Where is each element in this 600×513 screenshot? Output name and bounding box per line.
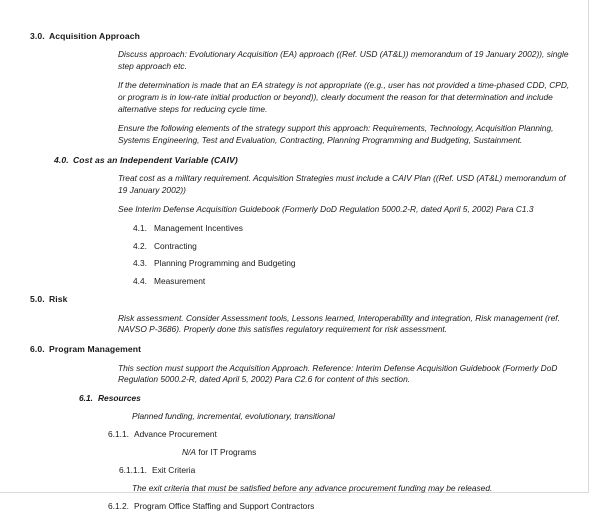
list-item: [133, 223, 574, 235]
list-item: [119, 465, 574, 477]
subsection-title: Resources: [98, 393, 141, 404]
item-label: Management Incentives: [154, 222, 243, 233]
item-label: Program Office Staffing and Support Contractors: [134, 500, 315, 511]
section-title-4: Cost as an Independent Variable (CAIV): [73, 154, 238, 165]
section-heading-4: [54, 154, 574, 166]
subsection-heading-6-1: [79, 393, 574, 405]
section-4-paragraph-2: See Interim Defense Acquisition Guidebook (Formerly DoD Regulation 5000.2-R, dated April 5, 2002) Para C1.3: [118, 203, 534, 214]
item-label: Exit Criteria: [152, 465, 196, 476]
item-number: 6.1.1.1.: [119, 465, 147, 476]
document-body: [22, 30, 574, 513]
section-5-paragraph-1: Risk assessment. Consider Assessment tools, Lessons learned, Interoperability and integration, Risk management (ref. NAVSO P-3686). Properly done this satisfies regulatory requirement for risk assessment.: [118, 312, 560, 335]
section-title-5: Risk: [49, 294, 68, 305]
note-plain-part: for IT Programs: [195, 447, 257, 458]
item-number: 6.1.2.: [108, 500, 129, 511]
subsection-6-1-paragraph: Planned funding, incremental, evolutionary, transitional: [132, 411, 335, 422]
list-item: [133, 276, 574, 288]
section-heading-5: [30, 293, 574, 305]
section-4-paragraph-1: Treat cost as a military requirement. Acquisition Strategies must include a CAIV Plan ((Ref. USD (AT&L) memorandum of 19 January 2002)): [118, 172, 566, 195]
section-3-paragraph-3: Ensure the following elements of the strategy support this approach: Requirements, Technology, Acquisition Planning, Systems Engineering, Test and Evaluation, Contracting, Planning Programming and Budgeting, Sustainment.: [118, 122, 554, 145]
item-label: Contracting: [154, 240, 197, 251]
section-heading-6: [30, 343, 574, 355]
section-number-4: 4.0.: [54, 154, 69, 165]
list-item: [108, 429, 574, 441]
advance-procurement-note: [182, 447, 574, 459]
note-italic-part: N/A: [182, 447, 196, 458]
section-6-paragraph-1: This section must support the Acquisition Approach. Reference: Interim Defense Acquisition Guidebook (Formerly DoD Regulation 5000.2-R, dated April 5, 2002) Para C2.6 for content of this section.: [118, 362, 558, 385]
list-item: [108, 501, 574, 513]
subsection-number: 6.1.: [79, 393, 93, 404]
item-number: 4.2.: [133, 240, 147, 251]
section-title-3: Acquisition Approach: [49, 31, 140, 41]
item-label: Measurement: [154, 276, 206, 287]
item-number: 4.1.: [133, 222, 147, 233]
item-number: 6.1.1.: [108, 429, 129, 440]
list-item: [133, 241, 574, 253]
section-number-3: 3.0.: [30, 31, 45, 41]
item-label: Advance Procurement: [134, 429, 217, 440]
item-number: 4.3.: [133, 258, 147, 269]
section-number-6: 6.0.: [30, 344, 45, 355]
section-3-paragraph-2: If the determination is made that an EA strategy is not appropriate ((e.g., user has not provided a time-phased CDD, CPD, or program is in low-rate initial production or beyond)), clearly document the reason for that determination and include alternative steps for reducing cycle time.: [118, 80, 570, 114]
list-item: [133, 258, 574, 270]
exit-criteria-paragraph: The exit criteria that must be satisfied before any advance procurement funding may be released.: [132, 483, 493, 494]
item-label: Planning Programming and Budgeting: [154, 258, 296, 269]
section-heading-3: [30, 30, 574, 42]
section-title-6: Program Management: [49, 344, 142, 355]
item-number: 4.4.: [133, 276, 147, 287]
section-3-paragraph-1: Discuss approach: Evolutionary Acquisition (EA) approach ((Ref. USD (AT&L)) memorandum of 19 January 2002)), single step approach etc.: [118, 49, 569, 72]
section-number-5: 5.0.: [30, 294, 45, 305]
